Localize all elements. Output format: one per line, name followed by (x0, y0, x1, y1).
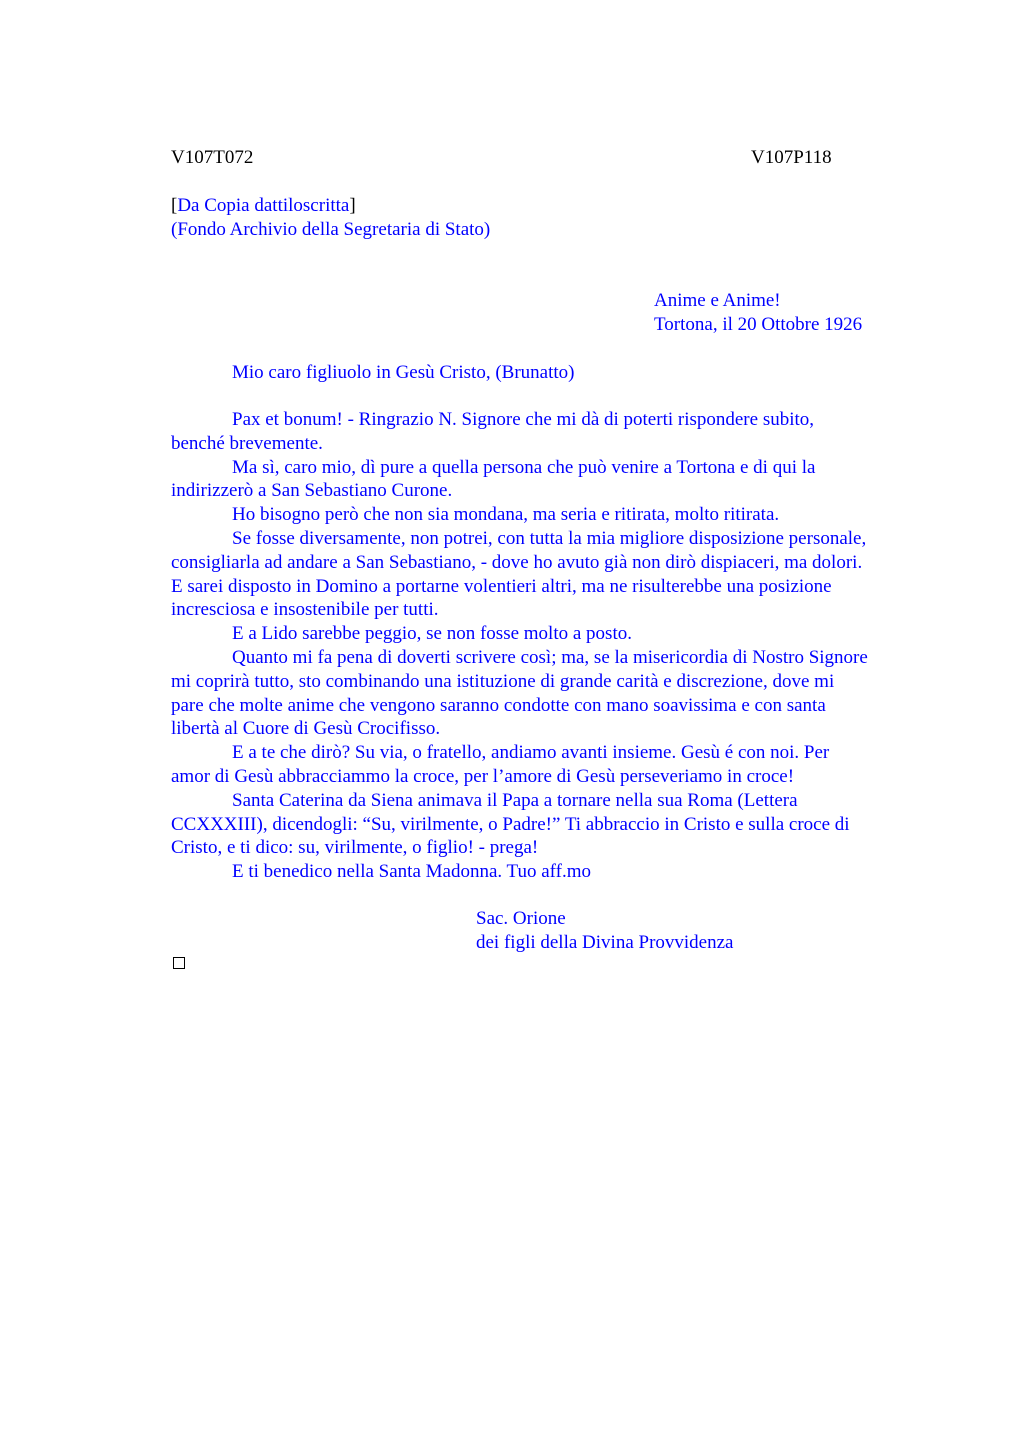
body-line: amor di Gesù abbracciammo la croce, per l’amore di Gesù perseveriamo in croce! (171, 765, 795, 787)
body-line: E ti benedico nella Santa Madonna. Tuo aff.mo (232, 861, 592, 883)
bracket-open: [ (171, 195, 178, 216)
body-line: Ma sì, caro mio, dì pure a quella persona che può venire a Tortona e di qui la (232, 456, 816, 478)
source-note (171, 194, 356, 218)
letter-motto: Anime e Anime! (654, 290, 781, 311)
document-code-right: V107P118 (751, 147, 832, 168)
body-line: Cristo, e ti dico: su, virilmente, o figlio! - prega! (171, 837, 539, 859)
body-line: Ho bisogno però che non sia mondana, ma seria e ritirata, molto ritirata. (232, 504, 780, 526)
body-line: Santa Caterina da Siena animava il Papa a tornare nella sua Roma (Lettera (232, 789, 798, 811)
letter-salutation: Mio caro figliuolo in Gesù Cristo, (Brunatto) (232, 362, 575, 383)
end-marker-square-icon (173, 957, 185, 969)
copy-label: Da Copia dattiloscritta (177, 195, 350, 216)
body-line: E a te che dirò? Su via, o fratello, andiamo avanti insieme. Gesù é con noi. Per (232, 742, 830, 764)
body-line: pare che molte anime che vengono saranno condotte con mano soavissima e con santa (171, 694, 826, 716)
signature-title: dei figli della Divina Provvidenza (476, 932, 734, 953)
body-line: consigliarla ad andare a San Sebastiano, - dove ho avuto già non dirò dispiaceri, ma dolori. (171, 551, 863, 573)
bracket-close: ] (349, 195, 356, 216)
body-line: CCXXXIII), dicendogli: “Su, virilmente, o Padre!” Ti abbraccio in Cristo e sulla croce di (171, 813, 850, 835)
document-code-left: V107T072 (171, 147, 254, 168)
body-line: Pax et bonum! - Ringrazio N. Signore che mi dà di poterti rispondere subito, (232, 409, 815, 430)
body-line: E a Lido sarebbe peggio, se non fosse molto a posto. (232, 623, 632, 645)
body-line: indirizzerò a San Sebastiano Curone. (171, 480, 453, 502)
body-line: Quanto mi fa pena di doverti scrivere così; ma, se la misericordia di Nostro Signore (232, 646, 868, 668)
body-line: E sarei disposto in Domino a portarne volentieri altri, ma ne risulterebbe una posizione (171, 575, 832, 597)
letter-place-date: Tortona, il 20 Ottobre 1926 (654, 314, 863, 335)
body-line: incresciosa e insostenibile per tutti. (171, 599, 439, 621)
letter-body (171, 408, 931, 884)
signature-name: Sac. Orione (476, 908, 566, 929)
body-line: mi coprirà tutto, sto combinando una istituzione di grande carità e discrezione, dove mi (171, 670, 835, 692)
body-line: libertà al Cuore di Gesù Crocifisso. (171, 718, 441, 740)
body-line: Se fosse diversamente, non potrei, con tutta la mia migliore disposizione personale, (232, 527, 867, 549)
body-line: benché brevemente. (171, 432, 323, 454)
archive-note: (Fondo Archivio della Segretaria di Stato) (171, 219, 491, 240)
